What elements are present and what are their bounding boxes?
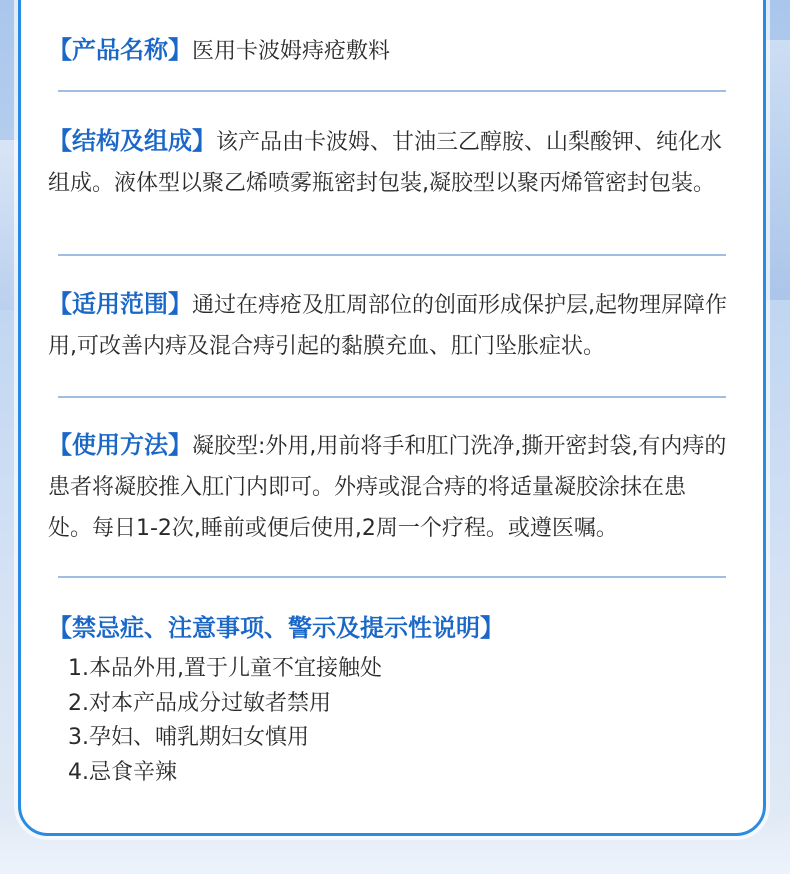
- warnings-section: [48, 610, 728, 646]
- list-item: 3.孕妇、哺乳期妇女慎用: [68, 725, 309, 750]
- warnings-list: [68, 652, 668, 790]
- divider: [58, 90, 726, 92]
- divider: [58, 396, 726, 398]
- composition-text: 该产品由卡波姆、甘油三乙醇胺、山梨酸钾、纯化水组成。液体型以聚乙烯喷雾瓶密封包装,凝胶型以聚丙烯管密封包装。: [48, 130, 723, 196]
- usage-section: [48, 425, 728, 549]
- divider: [58, 576, 726, 578]
- product-name-section: [48, 30, 728, 72]
- list-item: 2.对本产品成分过敏者禁用: [68, 690, 331, 716]
- composition-heading: 【结构及组成】: [48, 127, 216, 155]
- composition-section: [48, 121, 728, 204]
- scope-text: 通过在痔疮及肛周部位的创面形成保护层,起物理屏障作用,可改善内痔及混合痔引起的黏膜充血、肛门坠胀症状。: [48, 293, 727, 359]
- usage-heading: 【使用方法】: [48, 431, 192, 459]
- scope-section: [48, 284, 728, 367]
- divider: [58, 254, 726, 256]
- usage-text: 凝胶型:外用,用前将手和肛门洗净,撕开密封袋,有内痔的患者将凝胶推入肛门内即可。外痔或混合痔的将适量凝胶涂抹在患处。每日1-2次,睡前或便后使用,2周一个疗程。或遵医嘱。: [48, 434, 727, 541]
- list-item: 1.本品外用,置于儿童不宜接触处: [68, 656, 382, 681]
- product-name-text: 医用卡波姆痔疮敷料: [192, 39, 391, 64]
- warnings-heading: 【禁忌症、注意事项、警示及提示性说明】: [48, 614, 504, 642]
- list-item: 4.忌食辛辣: [68, 759, 177, 785]
- scope-heading: 【适用范围】: [48, 290, 192, 318]
- product-name-heading: 【产品名称】: [48, 36, 192, 64]
